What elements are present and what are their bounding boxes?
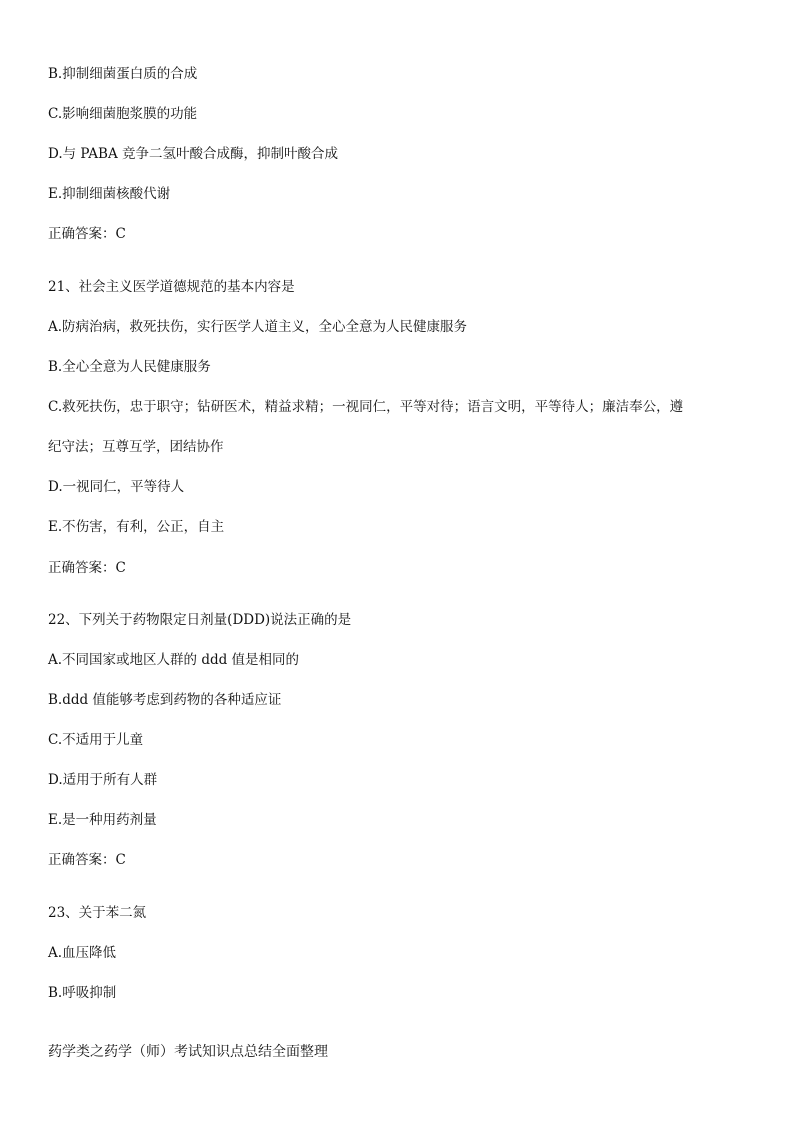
q23-question: 23、关于苯二氮 (48, 905, 147, 921)
q21-option-e: E.不伤害，有利，公正，自主 (48, 519, 225, 535)
q21-option-d: D.一视同仁，平等待人 (48, 479, 185, 495)
q23-option-b: B.呼吸抑制 (48, 985, 117, 1001)
q21-option-a: A.防病治病，救死扶伤，实行医学人道主义，全心全意为人民健康服务 (48, 319, 468, 335)
q20-option-e: E.抑制细菌核酸代谢 (48, 186, 171, 202)
q21-question: 21、社会主义医学道德规范的基本内容是 (48, 279, 295, 295)
q21-option-c-line2: 纪守法；互尊互学，团结协作 (48, 439, 224, 455)
q22-option-e: E.是一种用药剂量 (48, 812, 157, 828)
q20-option-b: B.抑制细菌蛋白质的合成 (48, 66, 198, 82)
q21-answer: 正确答案：C (48, 560, 126, 576)
q22-question: 22、下列关于药物限定日剂量(DDD)说法正确的是 (48, 612, 352, 628)
q22-option-c: C.不适用于儿童 (48, 732, 144, 748)
q22-answer: 正确答案：C (48, 852, 126, 868)
q20-answer: 正确答案：C (48, 226, 126, 242)
q22-option-d: D.适用于所有人群 (48, 772, 158, 788)
q23-option-a: A.血压降低 (48, 945, 117, 961)
q21-option-c-line1: C.救死扶伤，忠于职守；钻研医术，精益求精；一视同仁，平等对待；语言文明，平等待人；廉洁奉公，遵 (48, 399, 684, 415)
document-footer-title: 药学类之药学（师）考试知识点总结全面整理 (48, 1044, 328, 1060)
q20-option-d: D.与 PABA 竞争二氢叶酸合成酶，抑制叶酸合成 (48, 146, 338, 162)
q20-option-c: C.影响细菌胞浆膜的功能 (48, 106, 198, 122)
q22-option-b: B.ddd 值能够考虑到药物的各种适应证 (48, 692, 282, 708)
q22-option-a: A.不同国家或地区人群的 ddd 值是相同的 (48, 652, 300, 668)
q21-option-b: B.全心全意为人民健康服务 (48, 359, 211, 375)
